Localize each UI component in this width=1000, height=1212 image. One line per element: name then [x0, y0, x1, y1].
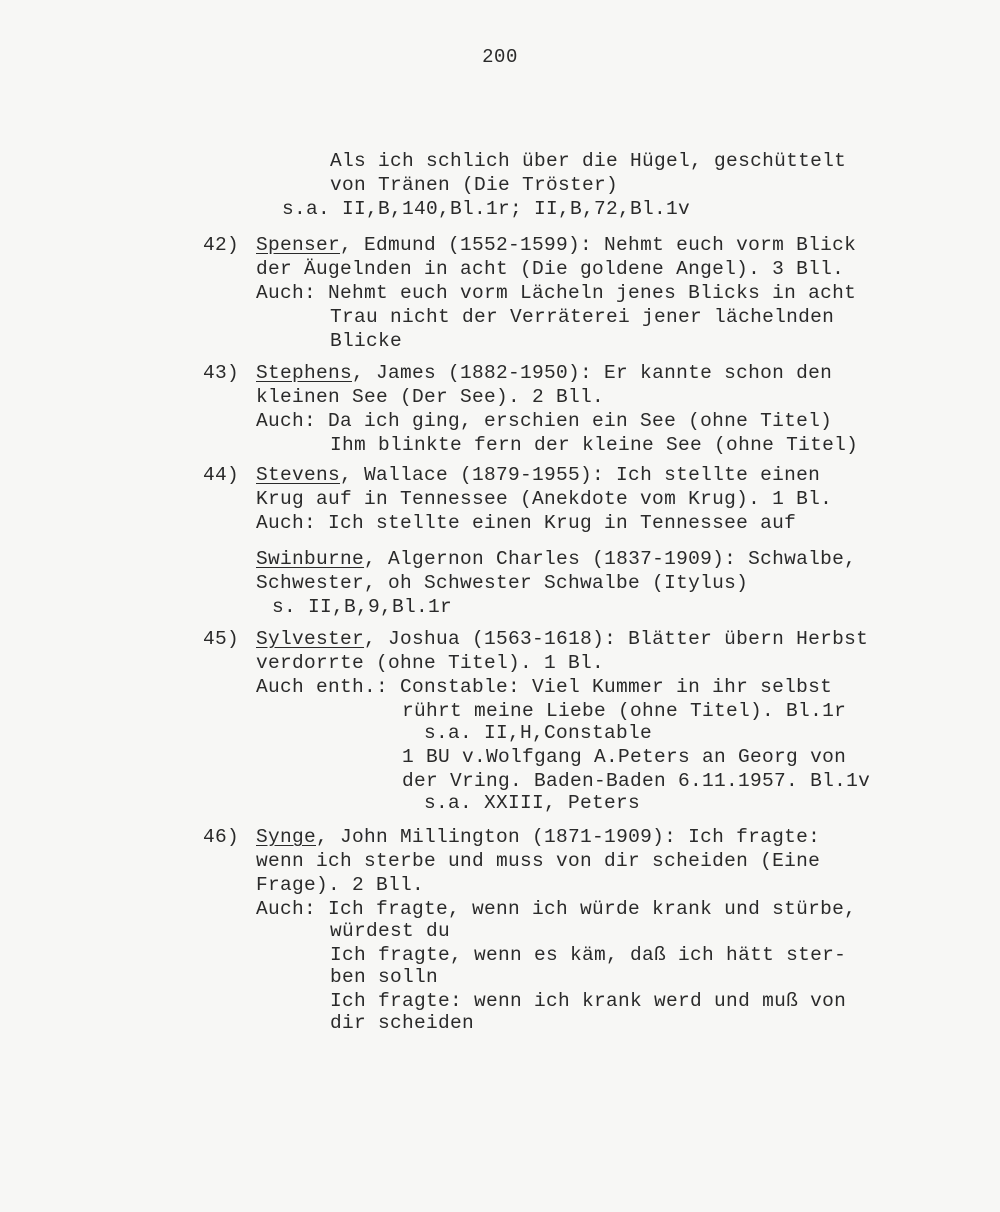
entry-text: , James (1882-1950): Er kannte schon den: [352, 362, 833, 384]
text-line: würdest du: [330, 920, 451, 942]
text-line: der Äugelnden in acht (Die goldene Angel). 3 Bll.: [256, 258, 845, 280]
author-name: Stephens: [256, 362, 353, 384]
text-line: Schwester, oh Schwester Schwalbe (Itylus): [256, 572, 749, 594]
author-name: Sylvester: [256, 628, 365, 650]
text-line: Auch: Nehmt euch vorm Lächeln jenes Blicks in acht: [256, 282, 857, 304]
entry-first-line: [256, 628, 868, 651]
text-line: Auch enth.: Constable: Viel Kummer in ihr selbst: [256, 676, 833, 698]
cross-reference: s.a. II,H,Constable: [424, 722, 653, 744]
text-line: der Vring. Baden-Baden 6.11.1957. Bl.1v: [402, 770, 871, 792]
text-line: Auch: Da ich ging, erschien ein See (ohne Titel): [256, 410, 833, 432]
text-line: Trau nicht der Verräterei jener lächelnden: [330, 306, 835, 328]
page-number: 200: [482, 46, 518, 68]
text-line: dir scheiden: [330, 1012, 475, 1034]
text-line: Krug auf in Tennessee (Anekdote vom Krug). 1 Bl.: [256, 488, 833, 510]
text-line: Als ich schlich über die Hügel, geschüttelt: [330, 150, 847, 172]
author-name: Stevens: [256, 464, 341, 486]
text-line: ben solln: [330, 966, 439, 988]
entry-first-line: [256, 234, 856, 257]
text-line: rührt meine Liebe (ohne Titel). Bl.1r: [402, 700, 847, 722]
text-line: von Tränen (Die Tröster): [330, 174, 619, 196]
cross-reference: s.a. II,B,140,Bl.1r; II,B,72,Bl.1v: [282, 198, 691, 220]
text-line: kleinen See (Der See). 2 Bll.: [256, 386, 605, 408]
entry-number: 45): [203, 628, 240, 650]
entry-first-line: [256, 464, 820, 487]
author-name: Spenser: [256, 234, 341, 256]
author-name: Swinburne: [256, 548, 365, 570]
entry-text: , Edmund (1552-1599): Nehmt euch vorm Blick: [340, 234, 857, 256]
entry-number: 44): [203, 464, 240, 486]
entry-text: , Joshua (1563-1618): Blätter übern Herbst: [364, 628, 869, 650]
text-line: Auch: Ich stellte einen Krug in Tennessee auf: [256, 512, 797, 534]
entry-text: , John Millington (1871-1909): Ich fragte:: [316, 826, 821, 848]
entry-text: , Wallace (1879-1955): Ich stellte einen: [340, 464, 821, 486]
text-line: 1 BU v.Wolfgang A.Peters an Georg von: [402, 746, 847, 768]
entry-first-line: [256, 362, 832, 385]
text-line: wenn ich sterbe und muss von dir scheiden (Eine: [256, 850, 821, 872]
text-line: Ich fragte: wenn ich krank werd und muß von: [330, 990, 847, 1012]
cross-reference: s.a. XXIII, Peters: [424, 792, 641, 814]
text-line: Blicke: [330, 330, 403, 352]
text-line: Auch: Ich fragte, wenn ich würde krank und stürbe,: [256, 898, 857, 920]
entry-number: 43): [203, 362, 240, 384]
cross-reference: s. II,B,9,Bl.1r: [272, 596, 453, 618]
entry-number: 46): [203, 826, 240, 848]
text-line: Ich fragte, wenn es käm, daß ich hätt ster-: [330, 944, 847, 966]
entry-first-line: [256, 826, 820, 849]
text-line: Ihm blinkte fern der kleine See (ohne Titel): [330, 434, 859, 456]
entry-text: , Algernon Charles (1837-1909): Schwalbe,: [364, 548, 857, 570]
entry-number: 42): [203, 234, 240, 256]
entry-first-line: [256, 548, 856, 571]
text-line: verdorrte (ohne Titel). 1 Bl.: [256, 652, 605, 674]
author-name: Synge: [256, 826, 317, 848]
text-line: Frage). 2 Bll.: [256, 874, 425, 896]
